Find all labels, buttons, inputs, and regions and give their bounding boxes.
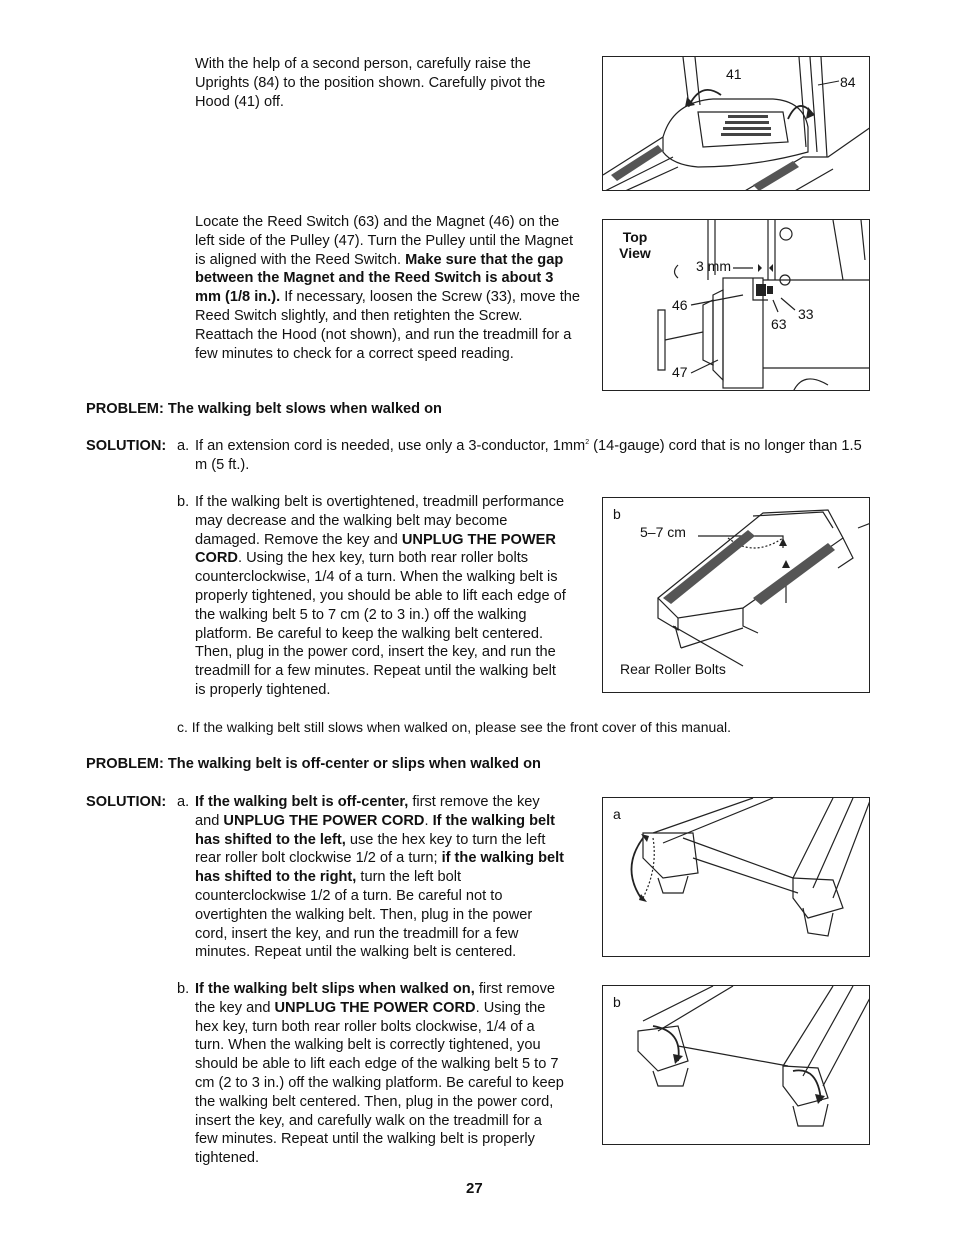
solution-2a-text: If the walking belt is off-center, first remove the key and UNPLUG THE POWER CORD. If the walking belt has shifted to the left, use the hex key to turn the left rear roller bolt clockwise 1/2 of a turn; if the walking belt has shifted to the right, turn the left bolt counterclockwise 1/2 of a turn. Be careful not to overtighten the walking belt. Then, plug in the power cord, insert the key, and run the treadmill for a few minutes. Repeat until the walking belt is centered. bbox=[195, 794, 565, 961]
hood-figure bbox=[602, 56, 870, 191]
figure-letter-b: b bbox=[613, 506, 621, 522]
belt-slips-figure bbox=[602, 985, 870, 1145]
screw-label: 33 bbox=[798, 306, 814, 322]
problem-heading-belt-slows: PROBLEM: The walking belt slows when walked on bbox=[86, 401, 442, 417]
page-number: 27 bbox=[466, 1180, 483, 1197]
reed-switch-figure bbox=[602, 219, 870, 391]
belt-slips-illustration bbox=[603, 986, 870, 1145]
uprights-label: 84 bbox=[840, 74, 856, 90]
problem-heading-belt-off-center: PROBLEM: The walking belt is off-center or slips when walked on bbox=[86, 756, 541, 772]
off-center-illustration bbox=[603, 798, 870, 957]
solution-1b-letter: b. bbox=[177, 494, 190, 510]
lift-measure-label: 5–7 cm bbox=[640, 524, 686, 540]
reed-step-text: Locate the Reed Switch (63) and the Magnet (46) on the left side of the Pulley (47). Turn the Pulley until the Magnet is aligned with the Reed Switch. Make sure that the gap between the Magnet and the Reed Switch is about 3 mm (1/8 in.). If necessary, loosen the Screw (33), move the Reed Switch slightly, and then retighten the Screw. Reattach the Hood (not shown), and run the treadmill for a few minutes to check for a correct speed reading. bbox=[195, 214, 581, 362]
solution-2a-letter: a. bbox=[177, 794, 190, 810]
solution-label-1: SOLUTION: bbox=[86, 438, 167, 454]
solution-1c-text: c. If the walking belt still slows when walked on, please see the front cover of this manual. bbox=[177, 719, 732, 735]
solution-label-2: SOLUTION: bbox=[86, 794, 167, 810]
solution-1a-letter: a. bbox=[177, 438, 190, 454]
belt-tension-figure bbox=[602, 497, 870, 693]
top-view-label: Top View bbox=[619, 229, 651, 261]
hood-label: 41 bbox=[726, 66, 742, 82]
pulley-label: 47 bbox=[672, 364, 688, 380]
solution-1a-text: If an extension cord is needed, use only a 3-conductor, $1mm^2$ (14-gauge) cord that is no longer than 1.5 m (5 ft.). bbox=[195, 438, 862, 473]
rear-roller-bolts-label: Rear Roller Bolts bbox=[620, 661, 726, 677]
reed-switch-label: 63 bbox=[771, 316, 787, 332]
figure-letter-a: a bbox=[613, 806, 621, 822]
solution-1b-text: If the walking belt is overtightened, treadmill performance may decrease and the walking belt may become damaged. Remove the key and UNPLUG THE POWER CORD. Using the hex key, turn both rear roller bolts counterclockwise, 1/4 of a turn. When the walking belt is properly tightened, you should be able to lift each edge of the walking belt 5 to 7 cm (2 to 3 in.) off the walking platform. Be careful to keep the walking belt centered. Then, plug in the power cord, insert the key, and run the treadmill for a few minutes. Repeat until the walking belt is properly tightened. bbox=[195, 494, 566, 698]
off-center-figure bbox=[602, 797, 870, 957]
hood-step-text: With the help of a second person, carefully raise the Uprights (84) to the position shown. Carefully pivot the Hood (41) off. bbox=[195, 56, 546, 110]
solution-2b-text: If the walking belt slips when walked on, first remove the key and UNPLUG THE POWER CORD. Using the hex key, turn both rear roller bolts clockwise, 1/4 of a turn. When the walking belt is correctly tightened, you should be able to lift each edge of the walking belt 5 to 7 cm (2 to 3 in.) off the walking platform. Be careful to keep the walking belt centered. Then, plug in the power cord, insert the key, and carefully walk on the treadmill for a few minutes. Repeat until the walking belt is properly tightened. bbox=[195, 981, 564, 1167]
solution-2b-letter: b. bbox=[177, 981, 190, 997]
gap-label: 3 mm bbox=[696, 258, 731, 274]
figure-letter-b-2: b bbox=[613, 994, 621, 1010]
magnet-label: 46 bbox=[672, 297, 688, 313]
